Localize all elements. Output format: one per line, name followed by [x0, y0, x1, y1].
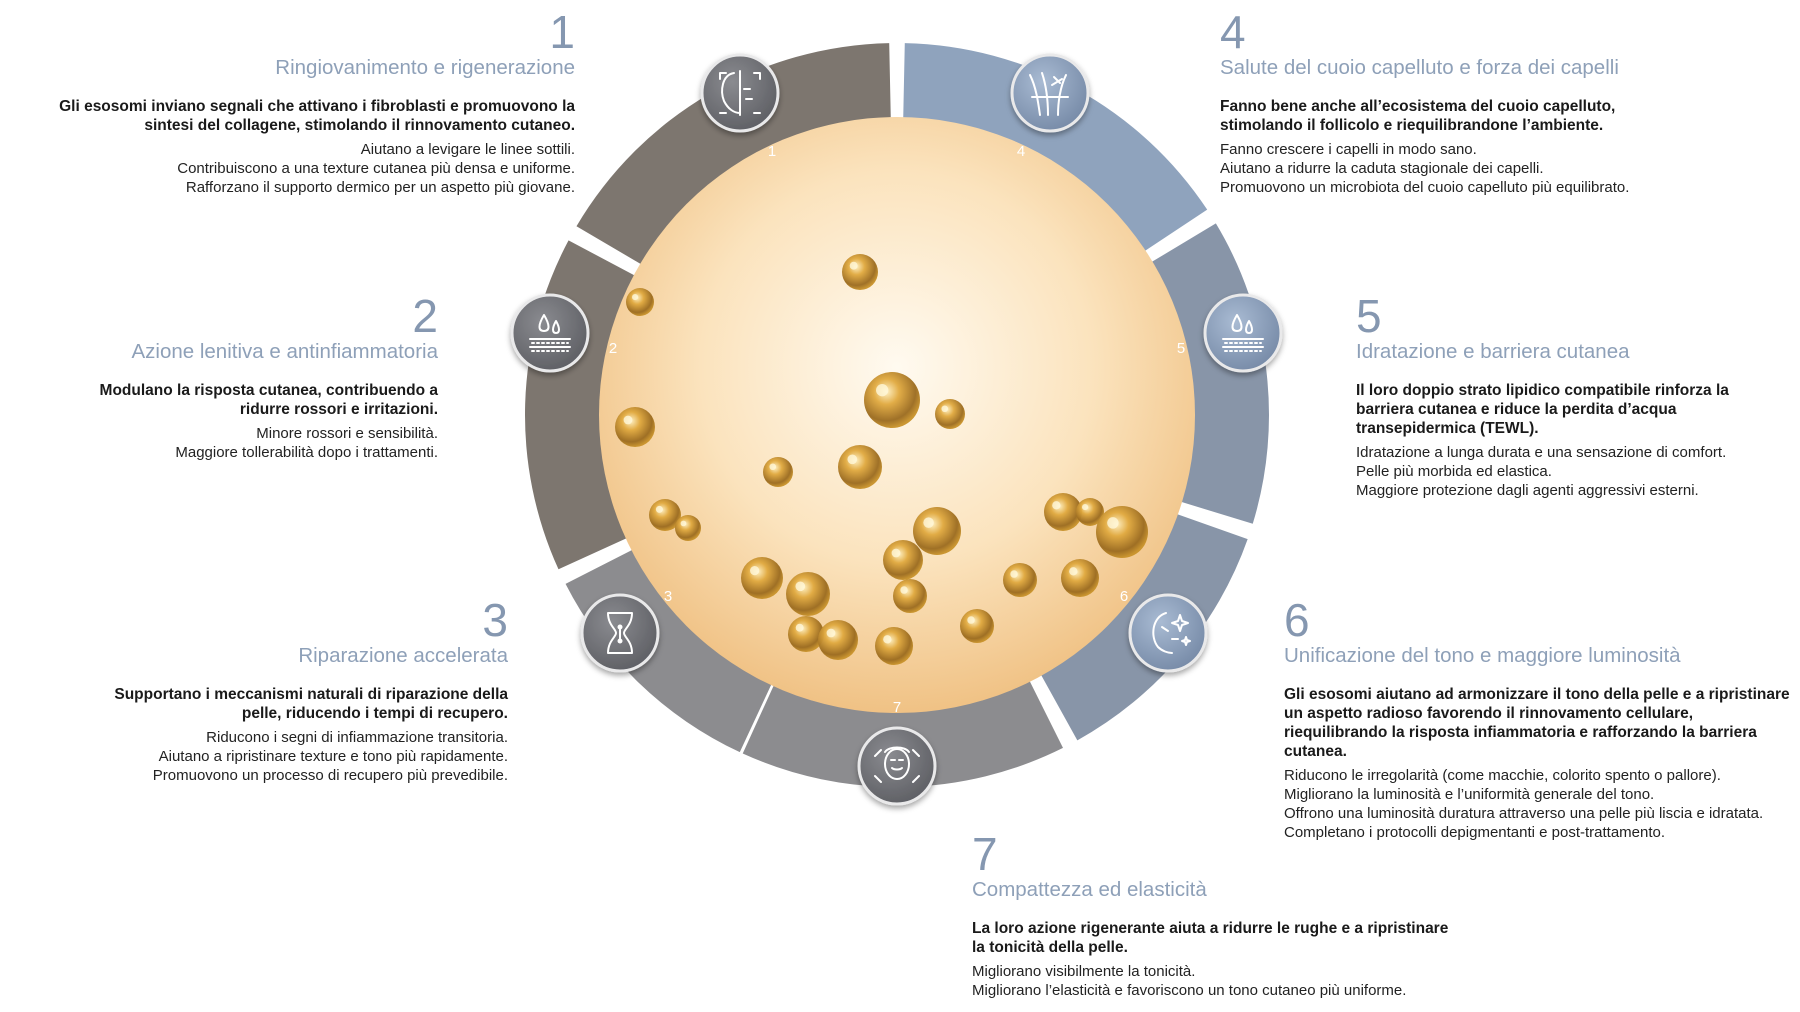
benefit-title: Unificazione del tono e maggiore luminosità	[1284, 644, 1681, 667]
exosome-particle	[1096, 506, 1148, 558]
benefit-lead: Il loro doppio strato lipidico compatibile rinforza la barriera cutanea e riduce la perdita d’acqua transepidermica (TEWL).	[1356, 382, 1729, 437]
benefit-title: Riparazione accelerata	[298, 644, 508, 667]
benefit-number: 5	[1356, 290, 1382, 342]
segment-marker: 3	[663, 587, 673, 605]
benefit-2	[58, 290, 438, 462]
benefit-title: Idratazione e barriera cutanea	[1356, 340, 1630, 363]
benefit-number: 4	[1220, 6, 1246, 58]
exosome-particle	[615, 407, 655, 447]
benefit-item: Aiutano a ripristinare texture e tono più rapidamente.	[158, 748, 508, 765]
benefit-3	[88, 594, 508, 785]
particle-highlight	[769, 463, 776, 470]
icon-badge	[1012, 55, 1088, 131]
benefit-number: 1	[549, 6, 575, 58]
benefit-7	[972, 828, 1452, 1000]
particle-highlight	[1107, 517, 1118, 528]
particle-highlight	[1082, 504, 1088, 510]
particle-highlight	[795, 581, 805, 591]
benefit-lead: Supportano i meccanismi naturali di riparazione della pelle, riducendo i tempi di recupero.	[114, 686, 508, 722]
badge-circle	[1205, 295, 1281, 371]
particle-highlight	[876, 384, 888, 396]
benefit-5	[1356, 290, 1776, 500]
benefit-item: Fanno crescere i capelli in modo sano.	[1220, 141, 1477, 158]
particle-highlight	[900, 586, 907, 593]
benefit-item: Riducono le irregolarità (come macchie, colorito spento o pallore).	[1284, 767, 1721, 784]
benefit-number: 7	[972, 828, 998, 880]
benefit-item: Pelle più morbida ed elastica.	[1356, 463, 1552, 480]
particle-highlight	[796, 624, 804, 632]
benefit-number: 2	[412, 290, 438, 342]
exosome-particle	[763, 457, 793, 487]
particle-highlight	[941, 405, 948, 412]
exosome-particle	[788, 616, 824, 652]
benefit-1	[15, 6, 575, 197]
benefit-item: Aiutano a levigare le linee sottili.	[360, 141, 575, 158]
segment-marker: 6	[1119, 587, 1129, 605]
particle-highlight	[850, 262, 858, 270]
benefit-item: Maggiore protezione dagli agenti aggressivi esterni.	[1356, 482, 1699, 499]
particle-highlight	[847, 454, 857, 464]
benefit-item: Completano i protocolli depigmentanti e post-trattamento.	[1284, 824, 1666, 841]
particle-highlight	[1069, 567, 1077, 575]
particle-highlight	[1010, 570, 1017, 577]
icon-badge	[512, 295, 588, 371]
exosome-particle	[842, 254, 878, 290]
exosome-particle	[741, 557, 783, 599]
exosome-particle	[913, 507, 961, 555]
benefit-item: Promuovono un microbiota del cuoio capelluto più equilibrato.	[1220, 179, 1630, 196]
particle-highlight	[632, 294, 638, 300]
icon-badge	[1205, 295, 1281, 371]
exosome-particle	[626, 288, 654, 316]
benefit-item: Rafforzano il supporto dermico per un aspetto più giovane.	[185, 179, 575, 196]
benefit-6	[1284, 594, 1794, 842]
benefit-item: Migliorano la luminosità e l’uniformità generale del tono.	[1284, 786, 1655, 803]
particle-highlight	[883, 635, 891, 643]
benefit-item: Maggiore tollerabilità dopo i trattamenti.	[175, 444, 438, 461]
segment-marker: 1	[767, 142, 777, 160]
particle-highlight	[681, 521, 687, 527]
benefit-title: Azione lenitiva e antinfiammatoria	[131, 340, 438, 363]
exosome-particle	[675, 515, 701, 541]
exosome-particle	[1003, 563, 1037, 597]
icon-badge	[1130, 595, 1206, 671]
particle-highlight	[624, 416, 633, 425]
icon-badge	[859, 728, 935, 804]
benefit-title: Ringiovanimento e rigenerazione	[275, 56, 575, 79]
exosome-particle	[893, 579, 927, 613]
exosome-particle	[786, 572, 830, 616]
particle-highlight	[892, 549, 901, 558]
benefit-lead: Modulano la risposta cutanea, contribuendo a ridurre rossori e irritazioni.	[99, 382, 438, 418]
icon-badge	[582, 595, 658, 671]
benefit-lead: Gli esosomi inviano segnali che attivano i fibroblasti e promuovono la sintesi del collagene, stimolando il rinnovamento cutaneo.	[59, 98, 575, 134]
benefit-item: Promuovono un processo di recupero più prevedibile.	[152, 767, 508, 784]
segment-marker: 5	[1176, 339, 1186, 357]
benefit-lead: Gli esosomi aiutano ad armonizzare il tono della pelle e a ripristinare un aspetto radioso favorendo il rinnovamento cellulare, riequilibrando la risposta infiammatoria e rafforzando la barriera cutanea.	[1284, 686, 1790, 760]
benefit-number: 3	[482, 594, 508, 646]
benefit-item: Riducono i segni di infiammazione transitoria.	[206, 729, 508, 746]
benefit-title: Salute del cuoio capelluto e forza dei capelli	[1220, 56, 1619, 79]
benefit-item: Aiutano a ridurre la caduta stagionale dei capelli.	[1220, 160, 1544, 177]
exosome-particle	[864, 372, 920, 428]
badge-circle	[859, 728, 935, 804]
particle-highlight	[1052, 501, 1060, 509]
particle-highlight	[827, 629, 836, 638]
exosome-particle	[875, 627, 913, 665]
benefit-lead: La loro azione rigenerante aiuta a ridurre le rughe e a ripristinare la tonicità della pelle.	[972, 920, 1449, 956]
particle-highlight	[967, 616, 974, 623]
particle-highlight	[923, 517, 934, 528]
exosome-particle	[935, 399, 965, 429]
exosome-particle	[960, 609, 994, 643]
exosome-particle	[838, 445, 882, 489]
particle-highlight	[656, 506, 663, 513]
segment-marker: 2	[608, 339, 618, 357]
benefit-item: Migliorano l’elasticità e favoriscono un tono cutaneo più uniforme.	[972, 982, 1407, 999]
benefit-lead: Fanno bene anche all’ecosistema del cuoio capelluto, stimolando il follicolo e riequilibrandone l’ambiente.	[1220, 98, 1616, 134]
benefit-item: Offrono una luminosità duratura attraverso una pelle più liscia e idratata.	[1284, 805, 1764, 822]
exosome-particle	[1061, 559, 1099, 597]
badge-circle	[1130, 595, 1206, 671]
benefit-item: Minore rossori e sensibilità.	[256, 425, 438, 442]
segment-marker: 4	[1016, 142, 1026, 160]
particle-highlight	[750, 566, 759, 575]
exosome-particle	[818, 620, 858, 660]
benefit-item: Idratazione a lunga durata e una sensazione di comfort.	[1356, 444, 1727, 461]
exosome-particle	[883, 540, 923, 580]
icon-badge	[702, 55, 778, 131]
segment-marker: 7	[892, 698, 902, 716]
benefit-number: 6	[1284, 594, 1310, 646]
benefit-4	[1220, 6, 1660, 197]
benefit-title: Compattezza ed elasticità	[972, 878, 1207, 901]
badge-circle	[1012, 55, 1088, 131]
badge-circle	[512, 295, 588, 371]
benefit-item: Migliorano visibilmente la tonicità.	[972, 963, 1196, 980]
benefit-item: Contribuiscono a una texture cutanea più densa e uniforme.	[177, 160, 575, 177]
